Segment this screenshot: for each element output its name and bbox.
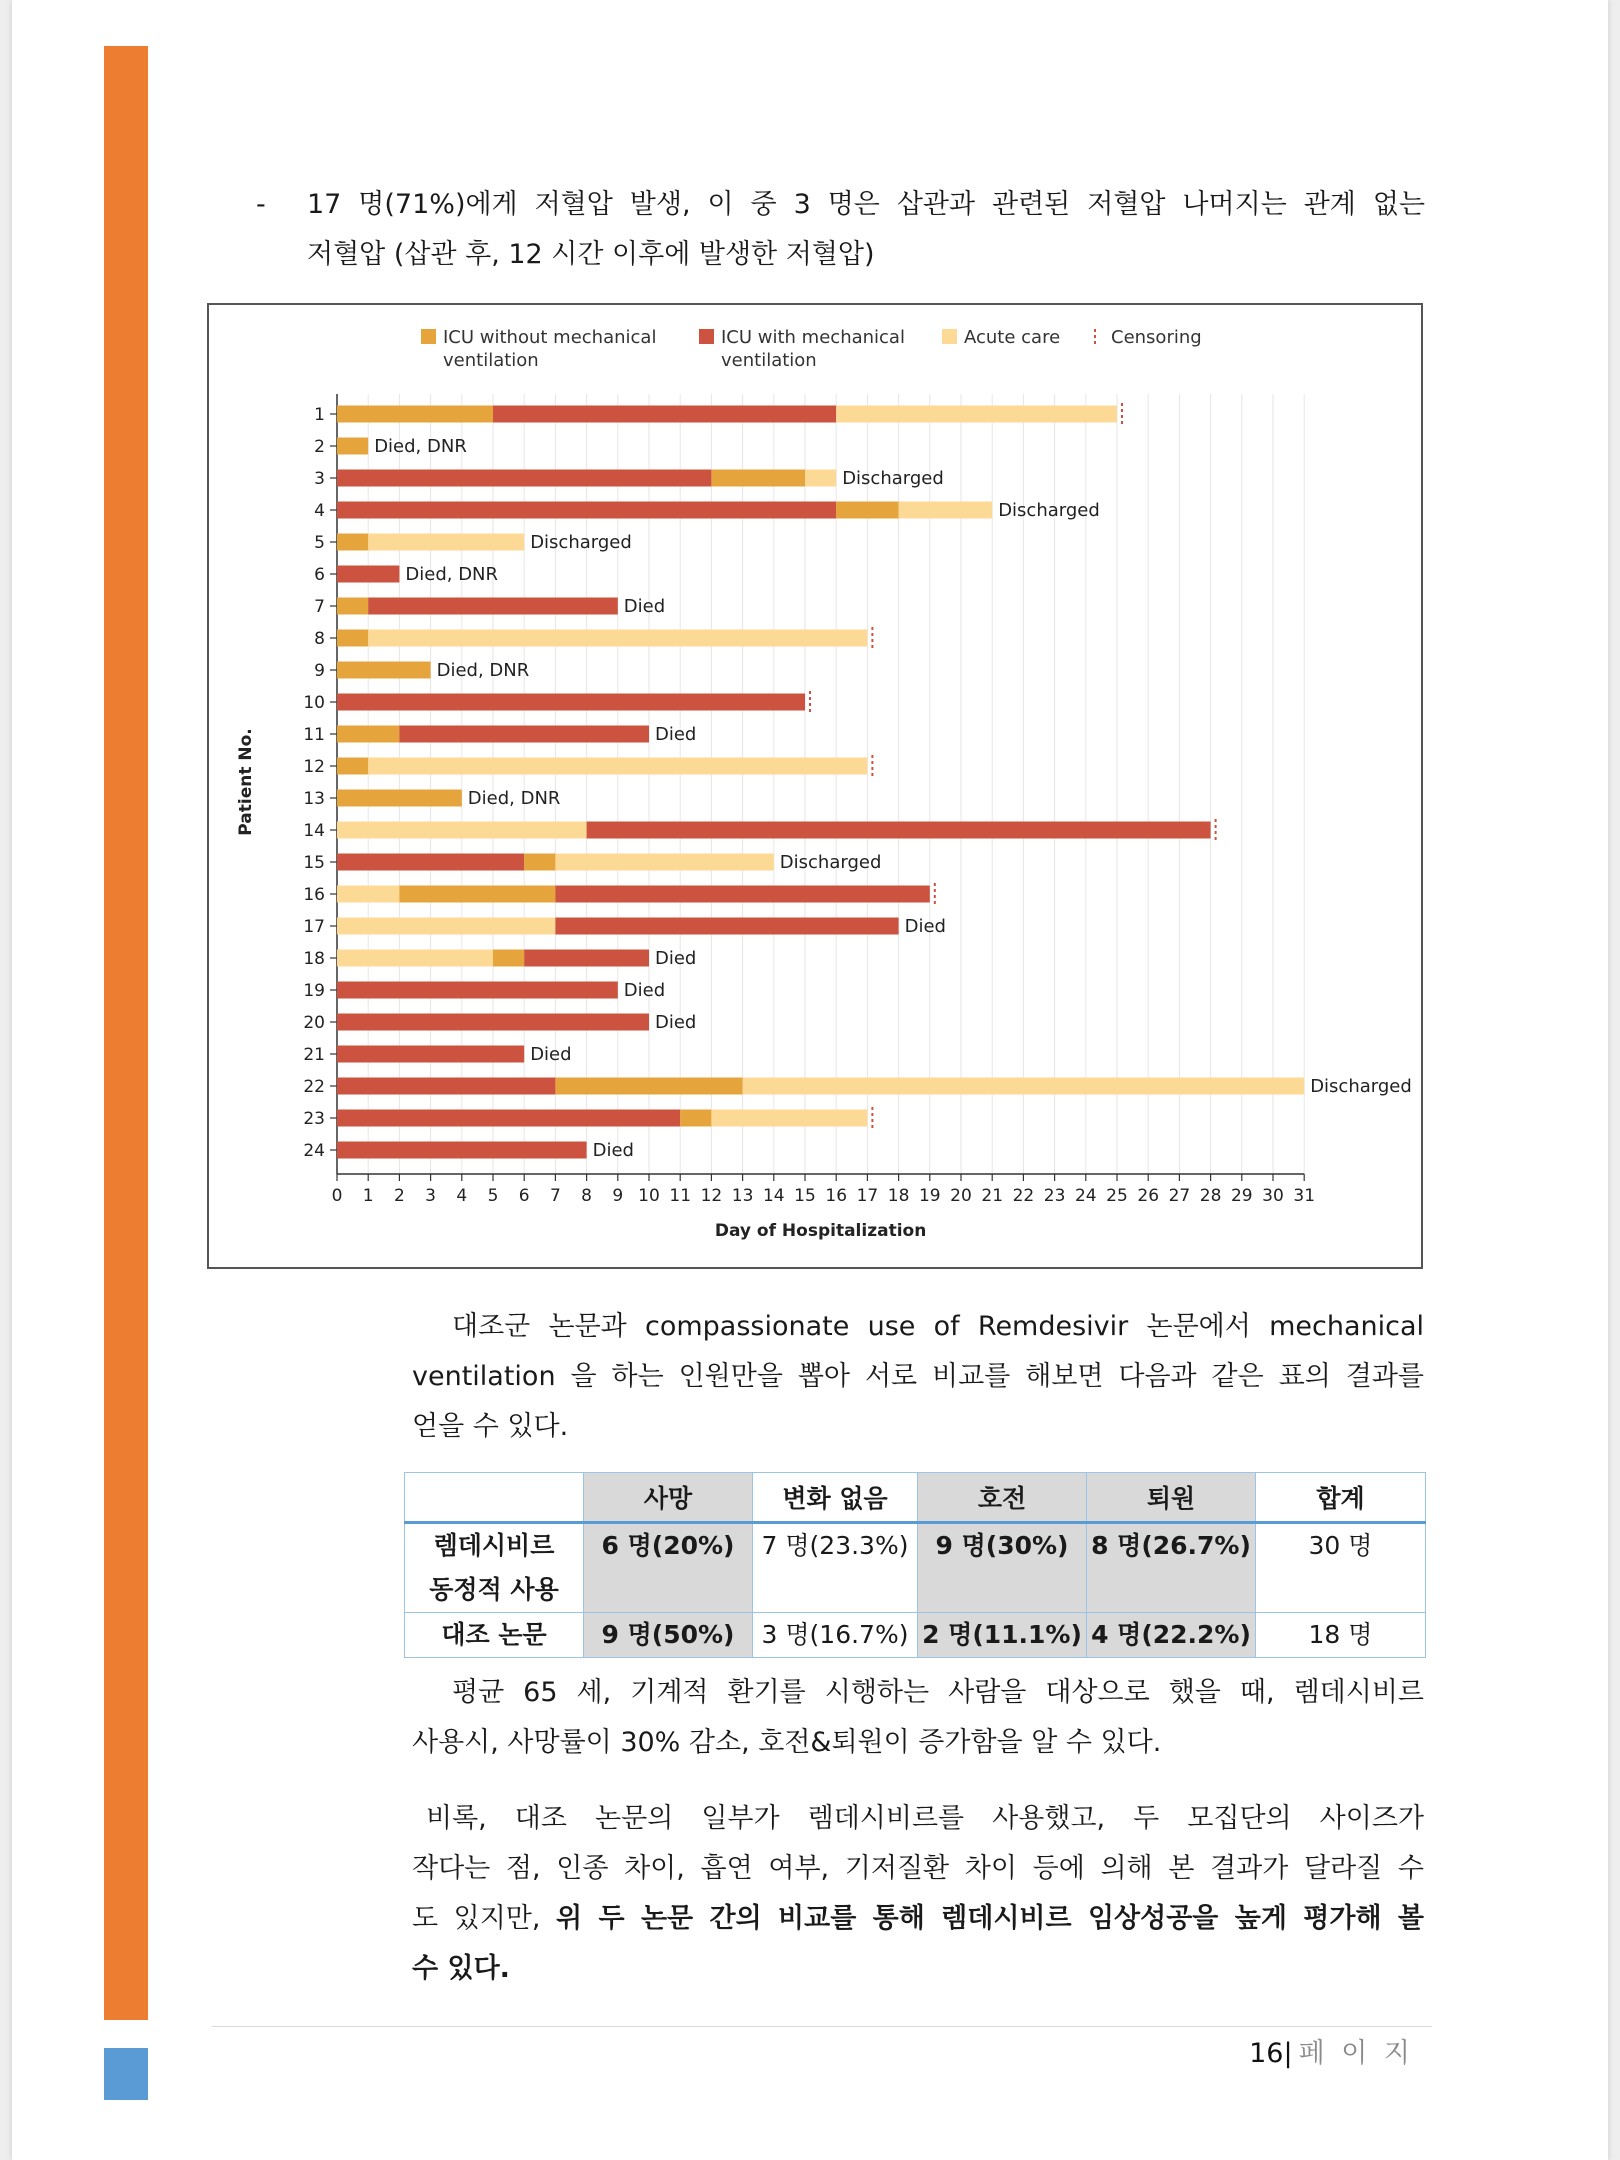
table-header-empty — [405, 1473, 584, 1523]
outcome-label: Died — [530, 1044, 572, 1065]
table-header-death: 사망 — [584, 1473, 753, 1523]
patient-number-label: 6 — [314, 565, 325, 585]
bar-segment-acute — [368, 758, 867, 775]
patient-number-label: 14 — [303, 821, 325, 841]
x-tick-label: 31 — [1293, 1186, 1316, 1206]
limitations-paragraph — [412, 1794, 1424, 1994]
bar-segment-icu-with — [587, 822, 1211, 839]
x-tick-label: 21 — [981, 1186, 1004, 1206]
bar-segment-acute — [743, 1078, 1305, 1095]
bar-segment-icu-with — [337, 566, 399, 583]
x-tick-label: 2 — [393, 1186, 405, 1206]
x-tick-label: 7 — [549, 1186, 561, 1206]
x-tick-label: 4 — [456, 1186, 468, 1206]
x-tick-label: 8 — [581, 1186, 593, 1206]
page-number: 16| — [1249, 2038, 1293, 2069]
outcome-label: Discharged — [998, 500, 1100, 521]
patient-timeline-chart — [207, 303, 1423, 1269]
table-row-label — [405, 1613, 584, 1658]
legend-swatch-icu-without — [421, 329, 436, 344]
bar-segment-icu-without — [337, 662, 431, 679]
patient-number-label: 19 — [303, 981, 325, 1001]
para4-line-3-bold: 위 두 논문 간의 비교를 통해 렘데시비르 임상성공을 높게 평가해 볼 — [556, 1903, 1424, 1934]
patient-number-label: 24 — [303, 1141, 325, 1161]
outcome-label: Died, DNR — [436, 660, 530, 681]
para2-line-3: 얻을 수 있다. — [412, 1411, 569, 1442]
page-footer — [1249, 2034, 1414, 2074]
document-page — [12, 0, 1608, 2160]
patient-number-label: 13 — [303, 789, 325, 809]
bar-segment-acute — [805, 470, 836, 487]
bar-segment-icu-without — [337, 630, 368, 647]
bar-segment-icu-with — [493, 406, 836, 423]
y-axis-title: Patient No. — [236, 728, 256, 836]
bar-segment-icu-without — [337, 534, 368, 551]
row-label-line-1: 대조 논문 — [441, 1620, 547, 1649]
table-cell: 4 명(22.2%) — [1087, 1613, 1256, 1658]
bullet-line-1: 17 명(71%)에게 저혈압 발생, 이 중 3 명은 삽관과 관련된 저혈압 나머지는 관계 없는 — [307, 189, 1425, 220]
x-tick-label: 9 — [612, 1186, 624, 1206]
bar-segment-icu-without — [337, 726, 399, 743]
bar-segment-acute — [368, 534, 524, 551]
para4-line-3-plain: 도 있지만, — [412, 1903, 557, 1934]
table-cell: 8 명(26.7%) — [1087, 1523, 1256, 1613]
bar-segment-icu-without — [493, 950, 524, 967]
x-tick-label: 0 — [331, 1186, 343, 1206]
legend-label: ventilation — [721, 350, 817, 371]
bar-segment-icu-with — [337, 982, 618, 999]
bar-segment-icu-without — [337, 758, 368, 775]
patient-number-label: 17 — [303, 917, 325, 937]
outcome-label: Discharged — [842, 468, 944, 489]
bar-segment-acute — [836, 406, 1117, 423]
x-tick-label: 15 — [794, 1186, 816, 1206]
outcome-label: Died — [904, 916, 946, 937]
comparison-table — [404, 1472, 1426, 1658]
x-tick-label: 12 — [700, 1186, 723, 1206]
table-header-no-change: 변화 없음 — [753, 1473, 918, 1523]
bullet-line-2: 저혈압 (삽관 후, 12 시간 이후에 발생한 저혈압) — [307, 239, 875, 270]
table-row — [405, 1523, 1426, 1613]
bar-segment-acute — [368, 630, 867, 647]
table-row-label — [405, 1523, 584, 1613]
x-tick-label: 23 — [1043, 1186, 1066, 1206]
patient-number-label: 22 — [303, 1077, 325, 1097]
patient-number-label: 7 — [314, 597, 325, 617]
table-header-row — [405, 1473, 1426, 1523]
bar-segment-icu-without — [337, 790, 462, 807]
x-tick-label: 16 — [825, 1186, 848, 1206]
patient-number-label: 8 — [314, 629, 325, 649]
patient-number-label: 12 — [303, 757, 325, 777]
bar-segment-icu-with — [337, 1014, 649, 1031]
bar-segment-icu-without — [524, 854, 555, 871]
bar-segment-acute — [337, 918, 555, 935]
row-label-line-1: 렘데시비르 — [433, 1531, 555, 1560]
x-tick-label: 11 — [669, 1186, 692, 1206]
x-tick-label: 6 — [518, 1186, 530, 1206]
outcome-label: Died — [623, 980, 666, 1001]
x-tick-label: 27 — [1168, 1186, 1191, 1206]
x-tick-label: 19 — [918, 1186, 941, 1206]
bar-segment-icu-without — [680, 1110, 711, 1127]
bar-segment-icu-with — [337, 470, 711, 487]
outcome-label: Discharged — [530, 532, 632, 553]
outcome-label: Died — [655, 724, 697, 745]
outcome-label: Died — [655, 948, 697, 969]
x-tick-label: 20 — [950, 1186, 972, 1206]
bar-segment-icu-with — [337, 1078, 555, 1095]
bar-segment-acute — [899, 502, 993, 519]
x-tick-label: 25 — [1106, 1186, 1128, 1206]
x-tick-label: 14 — [762, 1186, 785, 1206]
table-cell: 6 명(20%) — [584, 1523, 753, 1613]
orange-side-bar — [104, 46, 148, 2020]
blue-side-square — [104, 2048, 148, 2100]
bar-segment-acute — [337, 886, 399, 903]
patient-number-label: 20 — [303, 1013, 325, 1033]
bar-segment-icu-without — [555, 1078, 742, 1095]
table-cell: 2 명(11.1%) — [918, 1613, 1087, 1658]
x-tick-label: 28 — [1199, 1186, 1222, 1206]
patient-number-label: 10 — [303, 693, 325, 713]
para4-line-3 — [412, 1894, 1424, 1944]
table-cell: 9 명(30%) — [918, 1523, 1087, 1613]
bar-segment-icu-with — [524, 950, 649, 967]
x-tick-label: 26 — [1137, 1186, 1160, 1206]
bar-segment-icu-without — [711, 470, 805, 487]
para4-line-4-bold: 수 있다. — [412, 1953, 510, 1984]
x-tick-label: 1 — [362, 1186, 374, 1206]
footer-divider — [212, 2026, 1432, 2027]
patient-number-label: 4 — [314, 501, 325, 521]
para2-line-1: 대조군 논문과 compassionate use of Remdesivir 논문에서 mechanical — [452, 1311, 1424, 1342]
bullet-dash: - — [256, 189, 266, 220]
bar-segment-icu-with — [337, 694, 805, 711]
table-cell: 18 명 — [1256, 1613, 1426, 1658]
bar-segment-icu-with — [337, 502, 836, 519]
table-header-total: 합계 — [1256, 1473, 1426, 1523]
table-cell: 7 명(23.3%) — [753, 1523, 918, 1613]
x-tick-label: 3 — [425, 1186, 437, 1206]
result-summary-paragraph — [412, 1668, 1424, 1768]
para3-line-2: 사용시, 사망률이 30% 감소, 호전&퇴원이 증가함을 알 수 있다. — [412, 1727, 1162, 1758]
bar-segment-icu-without — [836, 502, 898, 519]
legend-label: ICU without mechanical — [443, 327, 657, 348]
outcome-label: Discharged — [779, 852, 882, 873]
outcome-label: Died — [623, 596, 666, 617]
outcome-label: Died, DNR — [405, 564, 499, 585]
patient-number-label: 21 — [303, 1045, 325, 1065]
x-tick-label: 5 — [487, 1186, 499, 1206]
table-cell: 9 명(50%) — [584, 1613, 753, 1658]
x-tick-label: 17 — [856, 1186, 879, 1206]
patient-number-label: 15 — [303, 853, 325, 873]
bullet-paragraph — [307, 180, 1425, 280]
patient-number-label: 16 — [303, 885, 325, 905]
bar-segment-acute — [711, 1110, 867, 1127]
x-tick-label: 18 — [887, 1186, 910, 1206]
bar-segment-acute — [337, 822, 587, 839]
para4-line-1: 비록, 대조 논문의 일부가 렘데시비르를 사용했고, 두 모집단의 사이즈가 — [426, 1803, 1424, 1834]
outcome-label: Discharged — [1310, 1076, 1412, 1097]
x-tick-label: 24 — [1074, 1186, 1097, 1206]
para2-line-2: ventilation 을 하는 인원만을 뽑아 서로 비교를 해보면 다음과 같은 표의 결과를 — [412, 1361, 1424, 1392]
outcome-label: Died, DNR — [467, 788, 561, 809]
legend-label: Acute care — [964, 327, 1061, 348]
legend-swatch-icu-with — [699, 329, 714, 344]
table-cell: 30 명 — [1256, 1523, 1426, 1613]
table-cell: 3 명(16.7%) — [753, 1613, 918, 1658]
outcome-label: Died, DNR — [374, 436, 467, 457]
legend-swatch-acute — [942, 329, 957, 344]
table-header-discharged: 퇴원 — [1087, 1473, 1256, 1523]
patient-number-label: 18 — [303, 949, 325, 969]
bar-segment-icu-with — [337, 1046, 524, 1063]
patient-number-label: 23 — [303, 1109, 325, 1129]
x-tick-label: 13 — [731, 1186, 754, 1206]
table-header-improved: 호전 — [918, 1473, 1087, 1523]
bar-segment-acute — [555, 854, 773, 871]
bar-segment-acute — [337, 950, 493, 967]
row-label-line-2: 동정적 사용 — [429, 1575, 559, 1604]
bar-segment-icu-with — [337, 854, 524, 871]
bar-segment-icu-without — [337, 438, 368, 455]
patient-number-label: 5 — [314, 533, 325, 553]
bar-segment-icu-with — [555, 918, 898, 935]
para4-line-2: 작다는 점, 인종 차이, 흡연 여부, 기저질환 차이 등에 의해 본 결과가 달라질 수 — [412, 1853, 1424, 1884]
x-tick-label: 10 — [638, 1186, 660, 1206]
x-tick-label: 30 — [1262, 1186, 1284, 1206]
bar-segment-icu-with — [555, 886, 929, 903]
bar-segment-icu-without — [337, 598, 368, 615]
comparison-intro-paragraph — [412, 1302, 1424, 1452]
x-axis-title: Day of Hospitalization — [714, 1221, 927, 1241]
x-tick-label: 22 — [1012, 1186, 1035, 1206]
patient-number-label: 3 — [314, 469, 325, 489]
legend-label: ICU with mechanical — [721, 327, 905, 348]
outcome-label: Died — [592, 1140, 634, 1161]
chart-svg — [209, 305, 1421, 1267]
patient-number-label: 1 — [314, 405, 325, 425]
bar-segment-icu-without — [337, 406, 493, 423]
patient-number-label: 9 — [314, 661, 325, 681]
bar-segment-icu-with — [337, 1110, 680, 1127]
para3-line-1: 평균 65 세, 기계적 환기를 시행하는 사람을 대상으로 했을 때, 렘데시비르 — [452, 1677, 1424, 1708]
patient-number-label: 11 — [303, 725, 325, 745]
page-word: 페 이 지 — [1298, 2038, 1414, 2069]
outcome-label: Died — [655, 1012, 697, 1033]
patient-number-label: 2 — [314, 437, 325, 457]
bar-segment-icu-with — [368, 598, 618, 615]
bar-segment-icu-without — [399, 886, 555, 903]
x-tick-label: 29 — [1230, 1186, 1253, 1206]
bar-segment-icu-with — [337, 1142, 587, 1159]
legend-label: Censoring — [1111, 327, 1202, 348]
table-row — [405, 1613, 1426, 1658]
bar-segment-icu-with — [399, 726, 649, 743]
legend-label: ventilation — [443, 350, 539, 371]
